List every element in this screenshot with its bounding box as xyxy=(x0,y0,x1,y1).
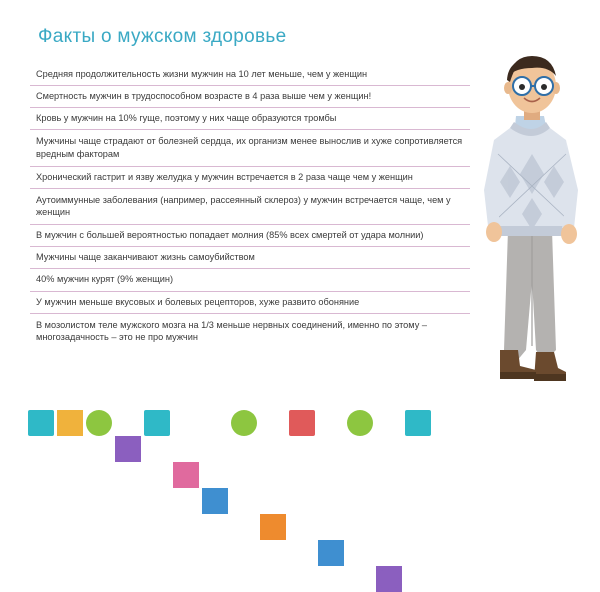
list-item: Мужчины чаще заканчивают жизнь самоубийством xyxy=(30,247,470,269)
list-item: Аутоиммунные заболевания (например, рассеянный склероз) у мужчин встречается чаще, чем у женщин xyxy=(30,189,470,225)
decor-shape xyxy=(115,436,141,462)
list-item: 40% мужчин курят (9% женщин) xyxy=(30,269,470,291)
page-title: Факты о мужском здоровье xyxy=(38,26,287,47)
decor-shape xyxy=(173,462,199,488)
decor-shape xyxy=(260,514,286,540)
facts-list xyxy=(30,64,470,349)
decor-shape xyxy=(86,410,112,436)
list-item: Хронический гастрит и язву желудка у мужчин встречается в 2 раза чаще чем у женщин xyxy=(30,167,470,189)
decor-shape xyxy=(57,410,83,436)
decorative-shapes-row xyxy=(28,410,358,440)
list-item: Смертность мужчин в трудоспособном возрасте в 4 раза выше чем у женщин! xyxy=(30,86,470,108)
list-item: В мужчин с большей вероятностью попадает молния (85% всех смертей от удара молнии) xyxy=(30,225,470,247)
decor-shape xyxy=(289,410,315,436)
decor-shape xyxy=(376,566,402,592)
decor-shape xyxy=(231,410,257,436)
man-standing-illustration xyxy=(470,50,595,405)
list-item: Средняя продолжительность жизни мужчин на 10 лет меньше, чем у женщин xyxy=(30,64,470,86)
list-item: Кровь у мужчин на 10% гуще, поэтому у них чаще образуются тромбы xyxy=(30,108,470,130)
decor-shape xyxy=(28,410,54,436)
decor-shape xyxy=(202,488,228,514)
list-item: У мужчин меньше вкусовых и болевых рецепторов, хуже развито обоняние xyxy=(30,292,470,314)
decor-shape xyxy=(405,410,431,436)
decor-shape xyxy=(144,410,170,436)
decor-shape xyxy=(347,410,373,436)
list-item: Мужчины чаще страдают от болезней сердца, их организм менее вынослив и хуже сопротивляется вредным факторам xyxy=(30,130,470,166)
list-item: В мозолистом теле мужского мозга на 1/3 меньше нервных соединений, именно по этому – многозадачность – это не про мужчин xyxy=(36,319,427,342)
decor-shape xyxy=(318,540,344,566)
